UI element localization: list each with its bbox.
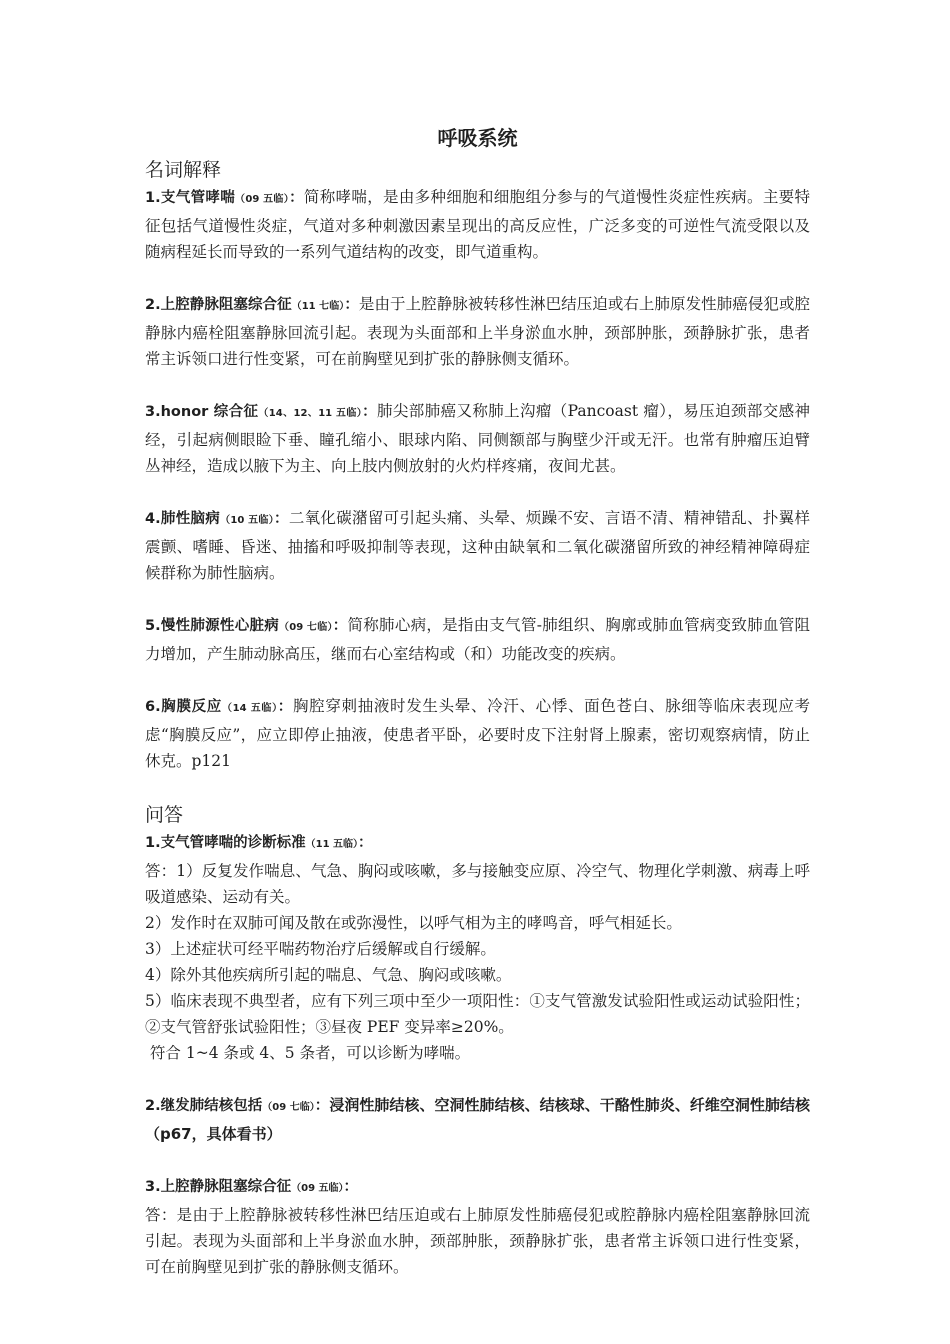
term-body: 是由于上腔静脉被转移性淋巴结压迫或右上肺原发性肺癌侵犯或腔静脉内癌栓阻塞静脉回流引起。表现为头面部和上半身淤血水肿，颈部肿胀，颈静脉扩张，患者常主诉领口进行性变紧，可在前胸壁见到扩张的静脉侧支循环。 [145, 295, 810, 368]
term-entry [145, 291, 810, 372]
question-tag: （09 七临） [262, 1102, 315, 1113]
question-label: 3.上腔静脉阻塞综合征 [145, 1179, 292, 1195]
question-colon: ： [314, 1098, 330, 1114]
term-body: 胸腔穿刺抽液时发生头晕、冷汗、心悸、面色苍白、脉细等临床表现应考虑“胸膜反应”，应立即停止抽液，使患者平卧，必要时皮下注射肾上腺素，密切观察病情，防止休克。p121 [145, 697, 810, 770]
term-tag: （14、12、11 五临） [258, 408, 363, 419]
term-tag: （11 七临） [291, 301, 345, 312]
term-tag: （10 五临） [220, 515, 275, 526]
term-colon: ： [332, 618, 348, 634]
term-entry [145, 693, 810, 774]
qa-question [145, 1173, 810, 1202]
term-colon: ： [277, 699, 293, 715]
term-label: 2.上腔静脉阻塞综合征 [145, 297, 292, 313]
qa-entry [145, 1173, 810, 1280]
question-tag: （09 五临） [291, 1183, 344, 1194]
question-tag: （11 五临） [305, 839, 359, 850]
term-body: 简称哮喘，是由多种细胞和细胞组分参与的气道慢性炎症性疾病。主要特征包括气道慢性炎症，气道对多种刺激因素呈现出的高反应性，广泛多变的可逆性气流受限以及随病程延长而导致的一系列气道结构的改变，即气道重构。 [145, 188, 810, 261]
term-entry [145, 505, 810, 586]
question-colon: ： [343, 1179, 359, 1195]
answer-line: 答：1）反复发作喘息、气急、胸闷或咳嗽，多与接触变应原、冷空气、物理化学刺激、病毒上呼吸道感染、运动有关。 [145, 862, 810, 906]
answer-line: 符合 1~4 条或 4、5 条者，可以诊断为哮喘。 [145, 1044, 471, 1062]
answer-body: 答：是由于上腔静脉被转移性淋巴结压迫或右上肺原发性肺癌侵犯或腔静脉内癌栓阻塞静脉回流引起。表现为头面部和上半身淤血水肿，颈部肿胀，颈静脉扩张，患者常主诉领口进行性变紧，可在前胸壁见到扩张的静脉侧支循环。 [145, 1206, 810, 1276]
document-title: 呼吸系统 [437, 126, 518, 150]
term-label: 5.慢性肺源性心脏病 [145, 618, 279, 634]
answer-body: 浸润性肺结核、空洞性肺结核、结核球、干酪性肺炎、纤维空洞性肺结核（p67，具体看书） [145, 1096, 810, 1143]
term-label: 6.胸膜反应 [145, 699, 222, 715]
section-heading-definitions: 名词解释 [145, 159, 222, 181]
term-body: 肺尖部肺癌又称肺上沟瘤（Pancoast 瘤），易压迫颈部交感神经，引起病侧眼睑下垂、瞳孔缩小、眼球内陷、同侧额部与胸壁少汗或无汗。也常有肿瘤压迫臂丛神经，造成以腋下为主、向上肢内侧放射的火灼样疼痛，夜间尤甚。 [145, 402, 811, 475]
document-page [145, 122, 810, 1280]
section-heading-qa: 问答 [145, 804, 184, 826]
term-label: 1.支气管哮喘 [145, 190, 236, 206]
term-tag: （14 五临） [222, 703, 278, 714]
term-colon: ： [344, 297, 359, 313]
question-label: 2.继发肺结核包括 [145, 1098, 263, 1114]
answer-line: 4）除外其他疾病所引起的喘息、气急、胸闷或咳嗽。 [145, 966, 512, 984]
term-entry [145, 184, 810, 265]
qa-entry [145, 1092, 810, 1147]
term-label: 3.honor 综合征 [145, 404, 259, 420]
term-tag: （09 七临） [279, 622, 333, 633]
term-label: 4.肺性脑病 [145, 511, 221, 527]
term-colon: ： [274, 511, 289, 527]
answer-line: 3）上述症状可经平喘药物治疗后缓解或自行缓解。 [145, 940, 496, 958]
term-entry [145, 612, 810, 667]
term-colon: ： [289, 190, 304, 206]
qa-question [145, 829, 810, 858]
term-body: 二氧化碳潴留可引起头痛、头晕、烦躁不安、言语不清、精神错乱、扑翼样震颤、嗜睡、昏迷、抽搐和呼吸抑制等表现，这种由缺氧和二氧化碳潴留所致的神经精神障碍症候群称为肺性脑病。 [145, 509, 810, 582]
qa-entry [145, 829, 810, 1066]
answer-line: 2）发作时在双肺可闻及散在或弥漫性，以呼气相为主的哮鸣音，呼气相延长。 [145, 914, 682, 932]
term-entry [145, 398, 810, 479]
term-body: 简称肺心病，是指由支气管-肺组织、胸廓或肺血管病变致肺血管阻力增加，产生肺动脉高压，继而右心室结构或（和）功能改变的疾病。 [145, 616, 810, 663]
term-tag: （09 五临） [235, 194, 290, 205]
term-colon: ： [362, 404, 378, 420]
answer-line: 5）临床表现不典型者，应有下列三项中至少一项阳性：①支气管激发试验阳性或运动试验阳性；②支气管舒张试验阳性；③昼夜 PEF 变异率≥20%。 [145, 992, 810, 1036]
question-colon: ： [358, 835, 373, 851]
question-label: 1.支气管哮喘的诊断标准 [145, 835, 306, 851]
